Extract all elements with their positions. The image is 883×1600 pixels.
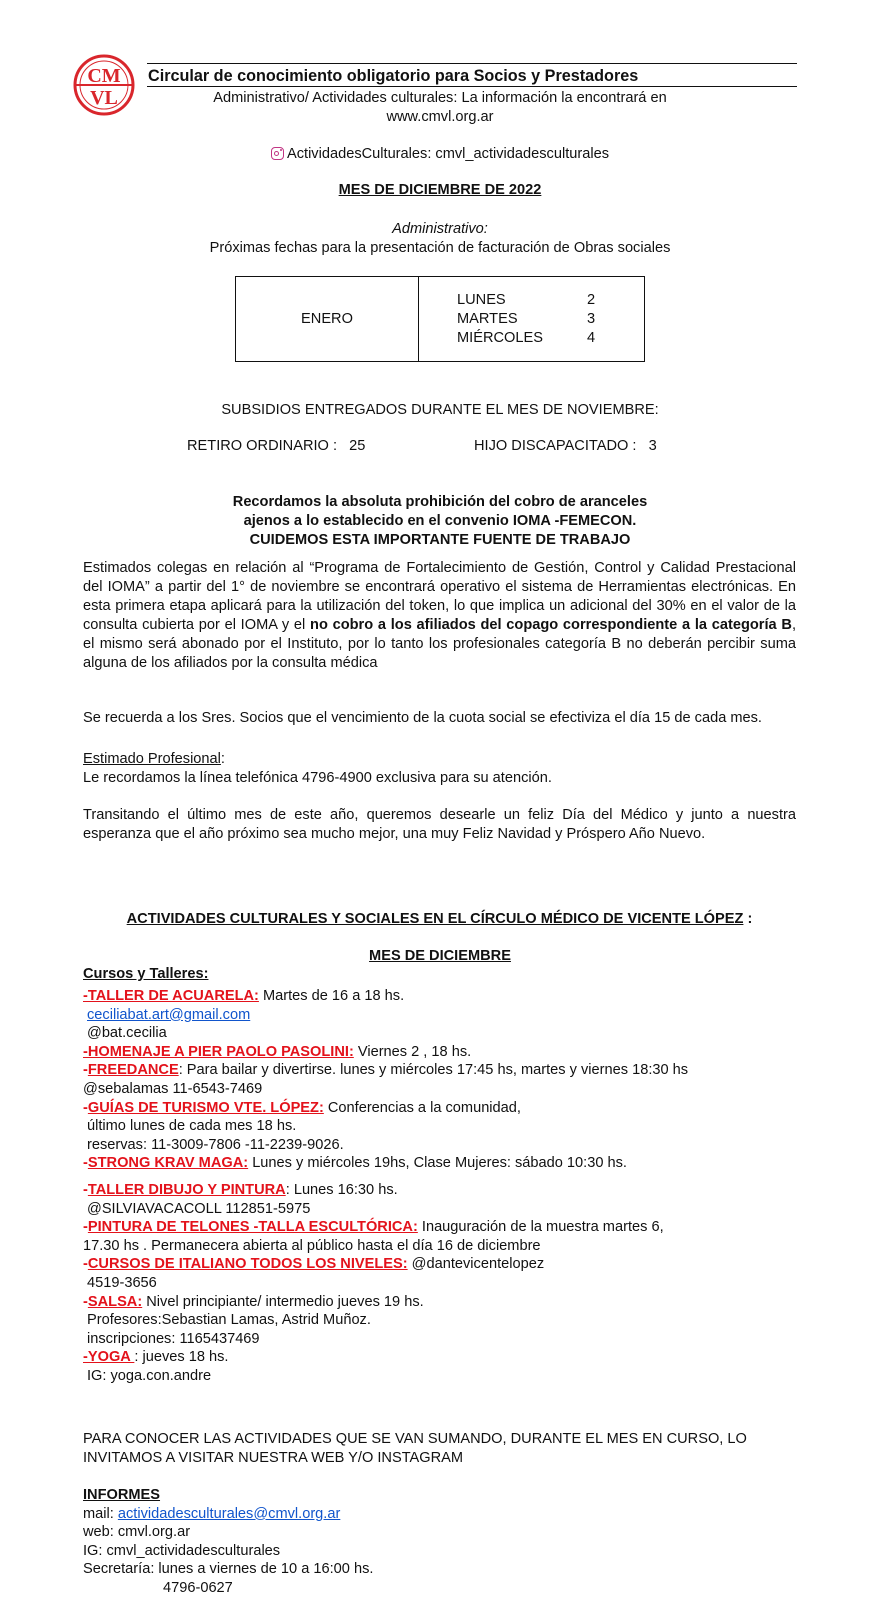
list-item [83,987,843,1006]
activity-name: FREEDANCE [87,1062,179,1079]
activity-name: CURSOS DE ITALIANO TODOS LOS NIVELES: [87,1256,408,1273]
activity-name: STRONG KRAV MAGA: [87,1155,249,1172]
activity-text: Conferencias a la comunidad, [323,1099,521,1116]
activities-month: MES DE DICIEMBRE [369,948,511,964]
billing-dates-table [235,276,645,362]
warning-line: ajenos a lo establecido en el convenio IOMA -FEMECON. [243,513,637,529]
list-item [83,1181,843,1200]
cuota-paragraph: Se recuerda a los Sres. Socios que el vencimiento de la cuota social se efectiviza el día 15 de cada mes. [83,710,762,726]
informes-secretaria: Secretaría: lunes a viernes de 10 a 16:00 hs. [83,1561,374,1578]
subsidy-hijo-value: 3 [648,438,657,454]
activity-name: -TALLER DE ACUARELA: [83,988,259,1004]
instagram-icon [271,147,284,160]
activity-dash: - [83,1062,88,1079]
list-item: IG: yoga.con.andre [87,1367,212,1384]
subsidy-retiro-value: 25 [349,438,366,454]
profesional-section: Estimado Profesional: Le recordamos la línea telefónica 4796-4900 exclusiva para su atención. [83,750,796,788]
warning-line: Recordamos la absoluta prohibición del cobro de aranceles [232,494,648,510]
ioma-warning [140,493,740,550]
activity-dash: - [83,1099,88,1116]
header-website[interactable]: www.cmvl.org.ar [386,109,494,125]
list-item [83,1218,843,1237]
activity-name: SALSA: [87,1293,143,1310]
informes-title: INFORMES [83,1487,161,1503]
activity-text: Martes de 16 a 18 hs. [258,988,405,1004]
informes-web: web: cmvl.org.ar [83,1524,191,1541]
month-title: MES DE DICIEMBRE DE 2022 [338,182,542,198]
activity-text: Nivel principiante/ intermedio jueves 19 hs. [142,1293,424,1310]
list-item: inscripciones: 1165437469 [87,1330,260,1347]
activity-text: : Lunes 16:30 hs. [285,1182,398,1198]
activity-name: -YOGA [83,1349,135,1366]
informes-mail [83,1505,373,1524]
list-item: 17.30 hs . Permanecera abierta al público hasta el día 16 de diciembre [83,1237,541,1254]
list-item [83,1099,843,1118]
ioma-bold-text: no cobro a los afiliados del copago correspondiente a la categoría B [310,617,792,633]
list-item: @SILVIAVACACOLL 112851-5975 [87,1200,311,1217]
header-bottom-rule [147,86,797,87]
activity-text: : Para bailar y divertirse. lunes y miércoles 17:45 hs, martes y viernes 18:30 hs [178,1062,689,1079]
list-item: reservas: 11-3009-7806 -11-2239-9026. [87,1136,344,1153]
billing-day-date: 3 [587,310,596,327]
activities-list-2 [83,1181,843,1386]
cmvl-logo [73,54,135,116]
activities-list-1 [83,987,843,1173]
activity-dash: - [83,1293,88,1310]
cursos-label: Cursos y Talleres: [83,966,209,982]
logo-text-bottom: VL [90,87,118,109]
list-item: 4519-3656 [87,1274,157,1291]
billing-day-date: 4 [587,329,596,346]
activity-text: @dantevicentelopez [407,1256,545,1273]
activity-dash: - [83,1155,88,1172]
ioma-text: Estimados colegas en relación al “Programa de Fortalecimiento de Gestión, Control y Calidad Prestacional del IOMA” a partir del 1° de noviembre se encontrará operativo el sistema de Herramientas electrónicas. En esta primera etapa aplicará para la utilización del token, lo que implica un adicional del 30% en el valor de la consulta cubierta por el IOMA y el [83,560,796,633]
greeting-paragraph: Transitando el último mes de este año, queremos desearle un feliz Día del Médico y junto a nuestra esperanza que el año próximo sea mucho mejor, una muy Feliz Navidad y Próspero Año Nuevo. [83,807,796,842]
list-item: último lunes de cada mes 18 hs. [87,1118,297,1135]
activities-title-suffix: : [743,911,753,927]
activity-text: : jueves 18 hs. [134,1349,229,1366]
billing-days-cell [419,277,645,362]
activity-name: GUÍAS DE TURISMO VTE. LÓPEZ: [87,1099,324,1116]
subsidy-hijo-label: HIJO DISCAPACITADO : [474,438,637,454]
informes-mail-link[interactable]: actividadesculturales@cmvl.org.ar [117,1505,341,1522]
list-item: @bat.cecilia [87,1025,167,1042]
billing-days [457,291,644,348]
list-item [83,1255,843,1274]
list-item [83,1006,843,1025]
subsidies-title: SUBSIDIOS ENTREGADOS DURANTE EL MES DE NOVIEMBRE: [221,402,659,418]
admin-heading: Administrativo: [392,221,488,237]
activity-name: PINTURA DE TELONES -TALLA ESCULTÓRICA: [87,1219,418,1236]
header-sub-line1: Administrativo/ Actividades culturales: La información la encontrará en [213,90,667,106]
activity-dash: - [83,1219,88,1236]
list-item [83,1154,843,1173]
informes-mail-label: mail: [83,1505,118,1522]
billing-day-date: 2 [587,291,596,308]
admin-section [140,220,740,258]
header-title: Circular de conocimiento obligatorio para Socios y Prestadores [148,67,639,85]
logo-text-top: CM [87,65,121,87]
closing-paragraph: PARA CONOCER LAS ACTIVIDADES QUE SE VAN SUMANDO, DURANTE EL MES EN CURSO, LO INVITAMOS A VISITAR NUESTRA WEB Y/O INSTAGRAM [83,1431,747,1466]
informes-phone: 4796-0627 [163,1579,233,1596]
activity-dash: - [83,1182,88,1198]
instagram-line [140,146,740,162]
admin-text: Próximas fechas para la presentación de facturación de Obras sociales [209,240,671,256]
list-item [83,1043,843,1062]
informes-section [83,1486,373,1598]
profesional-label: Estimado Profesional [83,751,221,767]
instagram-label[interactable]: ActividadesCulturales: cmvl_actividadesculturales [286,146,610,162]
activity-text: Lunes y miércoles 19hs, Clase Mujeres: sábado 10:30 hs. [248,1155,627,1172]
activities-title [83,911,796,927]
ioma-paragraph [83,559,796,673]
warning-line: CUIDEMOS ESTA IMPORTANTE FUENTE DE TRABAJO [249,532,631,548]
activity-dash: - [83,1256,88,1273]
ioma-text: , el mismo será abonado por el Instituto, por lo tanto los profesionales categoría B no deberán percibir suma alguna de los afiliados por la consulta médica [83,617,796,671]
activity-text: Viernes 2 , 18 hs. [353,1043,472,1060]
activity-name: TALLER DIBUJO Y PINTURA [87,1182,286,1198]
header-subtitle [140,89,740,127]
informes-ig: IG: cmvl_actividadesculturales [83,1542,281,1559]
list-item: @sebalamas 11-6543-7469 [83,1080,263,1097]
billing-day-name: MARTES [457,310,518,327]
activity-name: -HOMENAJE A PIER PAOLO PASOLINI: [83,1043,354,1060]
list-item [83,1061,843,1080]
billing-day-name: LUNES [457,291,506,308]
subsidy-retiro-label: RETIRO ORDINARIO : [187,438,337,454]
billing-month: ENERO [236,277,419,362]
acuarela-email-link[interactable]: ceciliabat.art@gmail.com [87,1006,251,1023]
billing-day-name: MIÉRCOLES [457,329,543,346]
subsidy-hijo [474,438,657,454]
activities-title-text: ACTIVIDADES CULTURALES Y SOCIALES EN EL CÍRCULO MÉDICO DE VICENTE LÓPEZ [126,911,744,927]
list-item [83,1293,843,1312]
header-top-rule [147,63,797,64]
activity-text: Inauguración de la muestra martes 6, [417,1219,664,1236]
subsidy-retiro [187,438,365,454]
profesional-text: Le recordamos la línea telefónica 4796-4900 exclusiva para su atención. [83,770,552,786]
list-item [83,1348,843,1367]
list-item: Profesores:Sebastian Lamas, Astrid Muñoz. [87,1312,371,1329]
